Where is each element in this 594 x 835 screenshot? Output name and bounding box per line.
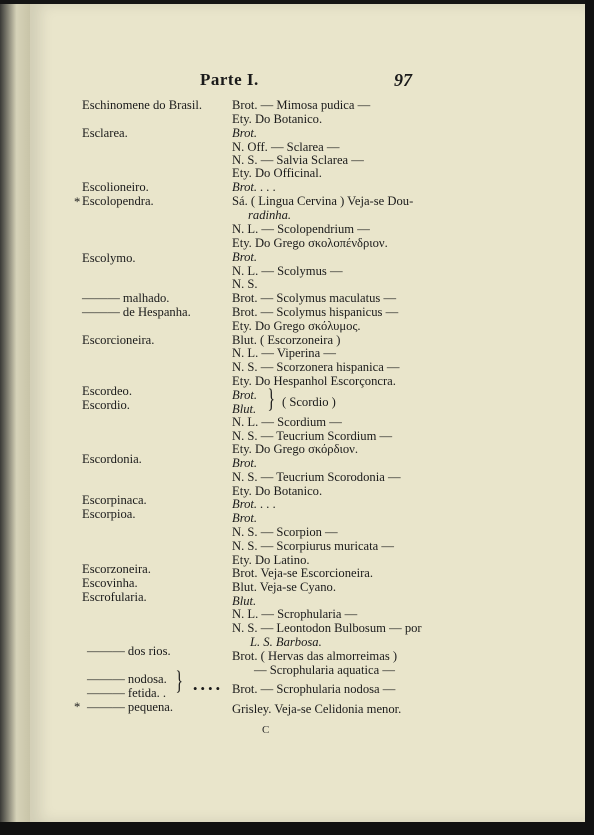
right-entry: N. S. — Scorpion — bbox=[232, 525, 338, 539]
right-entry: Blut. bbox=[232, 594, 257, 608]
right-entry: Grisley. Veja-se Celidonia menor. bbox=[232, 702, 402, 716]
left-entry: Escrofularia. bbox=[82, 590, 147, 604]
right-entry: N. L. — Scordium — bbox=[232, 415, 342, 429]
right-entry: Blut. Veja-se Cyano. bbox=[232, 580, 337, 594]
right-entry: N. S. — Teucrium Scorodonia — bbox=[232, 470, 401, 484]
right-entry: Ety. Do Grego σκόλυμος. bbox=[232, 319, 361, 333]
right-entry: Brot. — Scolymus hispanicus — bbox=[232, 305, 399, 319]
right-entry: ( Scordio ) bbox=[282, 395, 336, 409]
right-entry: Brot. — Scrophularia nodosa — bbox=[232, 682, 396, 696]
right-entry: Brot. . . . bbox=[232, 180, 276, 194]
left-entry: Escolopendra. bbox=[82, 194, 154, 208]
right-entry: Brot. — Mimosa pudica — bbox=[232, 98, 371, 112]
left-entry: ——— de Hespanha. bbox=[82, 305, 191, 319]
left-entry: Escorpioa. bbox=[82, 507, 136, 521]
right-entry: N. S. — Scorpiurus muricata — bbox=[232, 539, 394, 553]
right-entry: Ety. Do Officinal. bbox=[232, 166, 322, 180]
star-mark: * bbox=[74, 700, 81, 714]
right-entry: L. S. Barbosa. bbox=[250, 635, 322, 649]
right-entry: Ety. Do Grego σκόρδιον. bbox=[232, 442, 359, 456]
right-entry: Brot. ( Hervas das almorreimas ) bbox=[232, 649, 398, 663]
left-entry: ——— nodosa. bbox=[87, 672, 167, 686]
right-entry: Brot. . . . bbox=[232, 497, 276, 511]
right-entry: N. S. — Leontodon Bulbosum — por bbox=[232, 621, 422, 635]
right-entry: Brot. bbox=[232, 388, 258, 402]
left-entry: ——— fetida. . bbox=[87, 686, 167, 700]
right-entry: N. L. — Viperina — bbox=[232, 346, 336, 360]
left-entry: Esclarea. bbox=[82, 126, 128, 140]
right-entry: Ety. Do Botanico. bbox=[232, 484, 323, 498]
scan-border-right bbox=[585, 0, 594, 835]
right-entry: Ety. Do Latino. bbox=[232, 553, 310, 567]
right-entry: Blut. bbox=[232, 402, 257, 416]
left-entry: Escolymo. bbox=[82, 251, 136, 265]
brace-icon: } bbox=[267, 384, 275, 413]
right-entry: N. S. — Scorzonera hispanica — bbox=[232, 360, 400, 374]
left-entry: Escorcioneira. bbox=[82, 333, 155, 347]
scan-border-bottom bbox=[0, 822, 594, 835]
left-entry: ——— malhado. bbox=[82, 291, 170, 305]
right-entry: Brot. — Scolymus maculatus — bbox=[232, 291, 397, 305]
left-entry: Escovinha. bbox=[82, 576, 138, 590]
page-number: 97 bbox=[394, 70, 412, 90]
right-entry: N. S. bbox=[232, 277, 258, 291]
right-entry: N. S. — Teucrium Scordium — bbox=[232, 429, 393, 443]
left-entry: ——— pequena. bbox=[87, 700, 174, 714]
right-entry: — Scrophularia aquatica — bbox=[254, 663, 395, 677]
right-entry: Brot. bbox=[232, 456, 258, 470]
right-entry: N. L. — Scolymus — bbox=[232, 264, 343, 278]
star-mark: * bbox=[74, 195, 81, 209]
right-entry: Brot. bbox=[232, 511, 258, 525]
right-entry: Blut. ( Escorzoneira ) bbox=[232, 333, 341, 347]
left-entry: Escordio. bbox=[82, 398, 130, 412]
right-entry: N. L. — Scolopendrium — bbox=[232, 222, 370, 236]
right-entry: radinha. bbox=[248, 208, 292, 222]
left-entry: Escorzoneira. bbox=[82, 562, 151, 576]
right-entry: Sá. ( Lingua Cervina ) Veja-se Dou- bbox=[232, 194, 414, 208]
book-gutter bbox=[0, 4, 30, 822]
left-entry: Escordonia. bbox=[82, 452, 142, 466]
right-entry: Ety. Do Grego σκολοπένδριον. bbox=[232, 236, 388, 250]
right-entry: Brot. bbox=[232, 250, 258, 264]
brace-icon: } bbox=[175, 666, 183, 695]
right-entry: Ety. Do Botanico. bbox=[232, 112, 323, 126]
right-entry: N. L. — Scrophularia — bbox=[232, 607, 358, 621]
right-entry: Brot. Veja-se Escorcioneira. bbox=[232, 566, 374, 580]
left-entry: ——— dos rios. bbox=[87, 644, 171, 658]
left-entry: Eschinomene do Brasil. bbox=[82, 98, 202, 112]
dot-leader: • • • • bbox=[193, 682, 221, 696]
right-entry: N. Off. — Sclarea — bbox=[232, 140, 340, 154]
running-title: Parte I. bbox=[200, 70, 259, 89]
left-entry: Escorpinaca. bbox=[82, 493, 147, 507]
right-entry: Brot. bbox=[232, 126, 258, 140]
left-entry: Escordeo. bbox=[82, 384, 133, 398]
left-entry: Escolioneiro. bbox=[82, 180, 149, 194]
signature-mark: C bbox=[262, 724, 270, 736]
right-entry: Ety. Do Hespanhol Escorçoncra. bbox=[232, 374, 396, 388]
right-entry: N. S. — Salvia Sclarea — bbox=[232, 153, 364, 167]
